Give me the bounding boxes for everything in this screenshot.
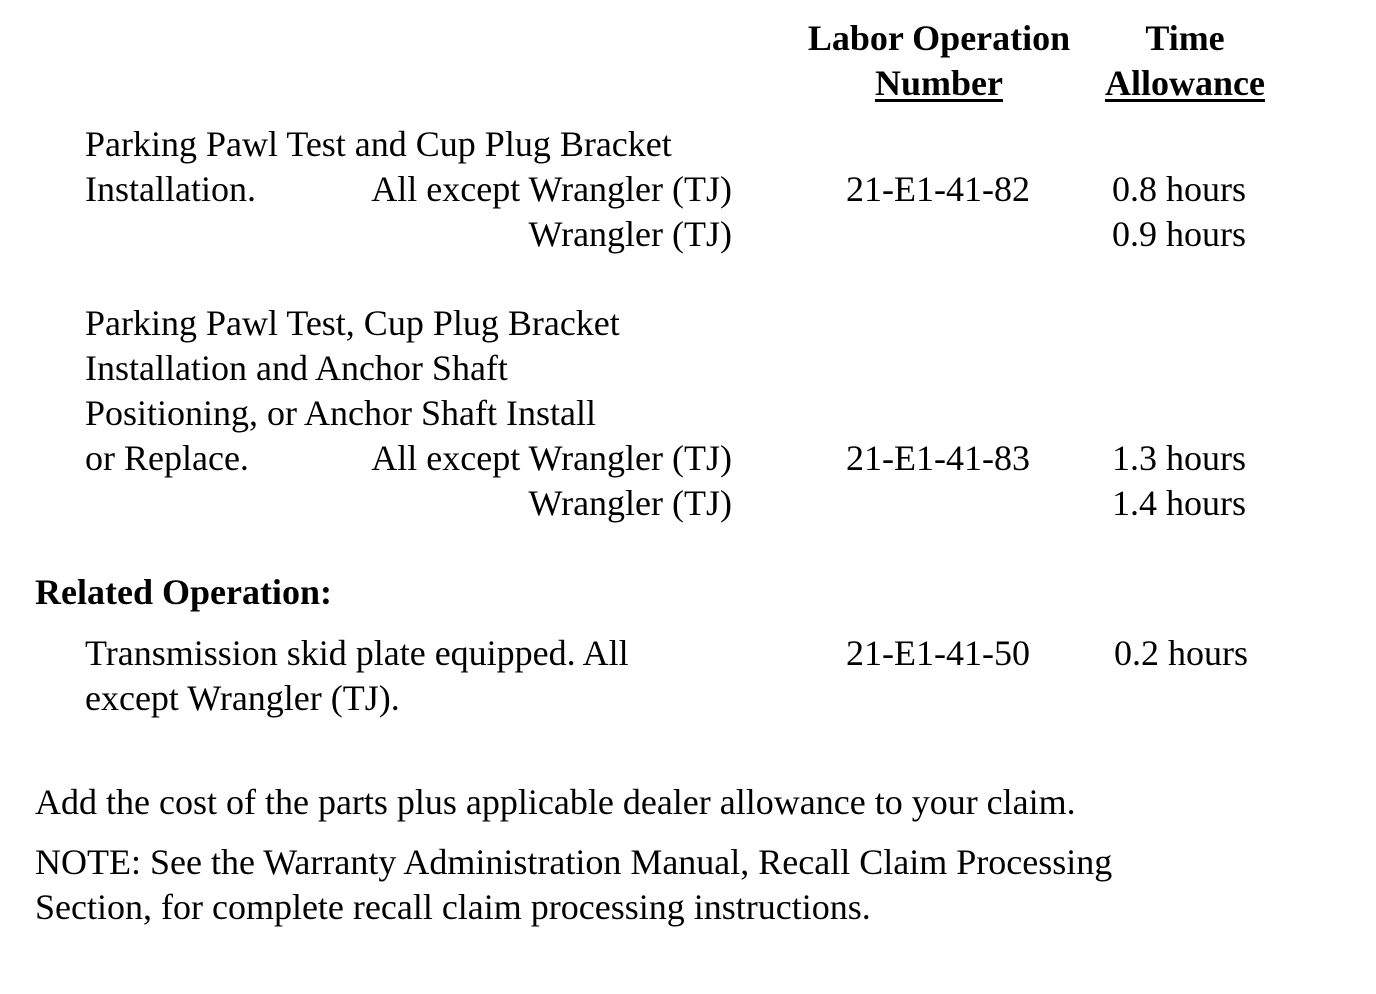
related-desc-line2: except Wrangler (TJ). [85,678,400,718]
warranty-note-line2: Section, for complete recall claim processing instructions. [35,887,871,927]
op1-desc-line1: Parking Pawl Test and Cup Plug Bracket [85,124,672,164]
op2-desc-line3: Positioning, or Anchor Shaft Install [85,393,596,433]
op2-time-wrangler: 1.4 hours [1112,483,1246,523]
op2-desc-line1: Parking Pawl Test, Cup Plug Bracket [85,303,620,343]
related-labor-number: 21-E1-41-50 [846,633,1030,673]
op1-variant-all-except: All except Wrangler (TJ) [371,169,732,209]
op1-time-wrangler: 0.9 hours [1112,214,1246,254]
related-desc-line1: Transmission skid plate equipped. All [85,633,629,673]
warranty-note-line1: NOTE: See the Warranty Administration Manual, Recall Claim Processing [35,842,1113,882]
related-time: 0.2 hours [1114,633,1248,673]
op1-time-all-except: 0.8 hours [1112,169,1246,209]
time-header-line1: Time [1145,18,1225,58]
labor-header-line1: Labor Operation [807,18,1071,58]
op1-labor-number: 21-E1-41-82 [846,169,1030,209]
op2-variant-all-except: All except Wrangler (TJ) [371,438,732,478]
op2-variant-wrangler: Wrangler (TJ) [528,483,732,523]
time-allowance-header [1088,16,1282,106]
op2-desc-line2: Installation and Anchor Shaft [85,348,508,388]
claim-cost-note: Add the cost of the parts plus applicable dealer allowance to your claim. [35,782,1076,822]
time-header-line2: Allowance [1105,63,1265,103]
labor-operation-header [790,16,1088,106]
op1-desc-line2: Installation. [85,169,256,209]
op2-labor-number: 21-E1-41-83 [846,438,1030,478]
labor-header-line2: Number [875,63,1003,103]
op2-time-all-except: 1.3 hours [1112,438,1246,478]
op1-variant-wrangler: Wrangler (TJ) [528,214,732,254]
related-operation-heading: Related Operation: [35,572,332,612]
op2-desc-line4: or Replace. [85,438,249,478]
